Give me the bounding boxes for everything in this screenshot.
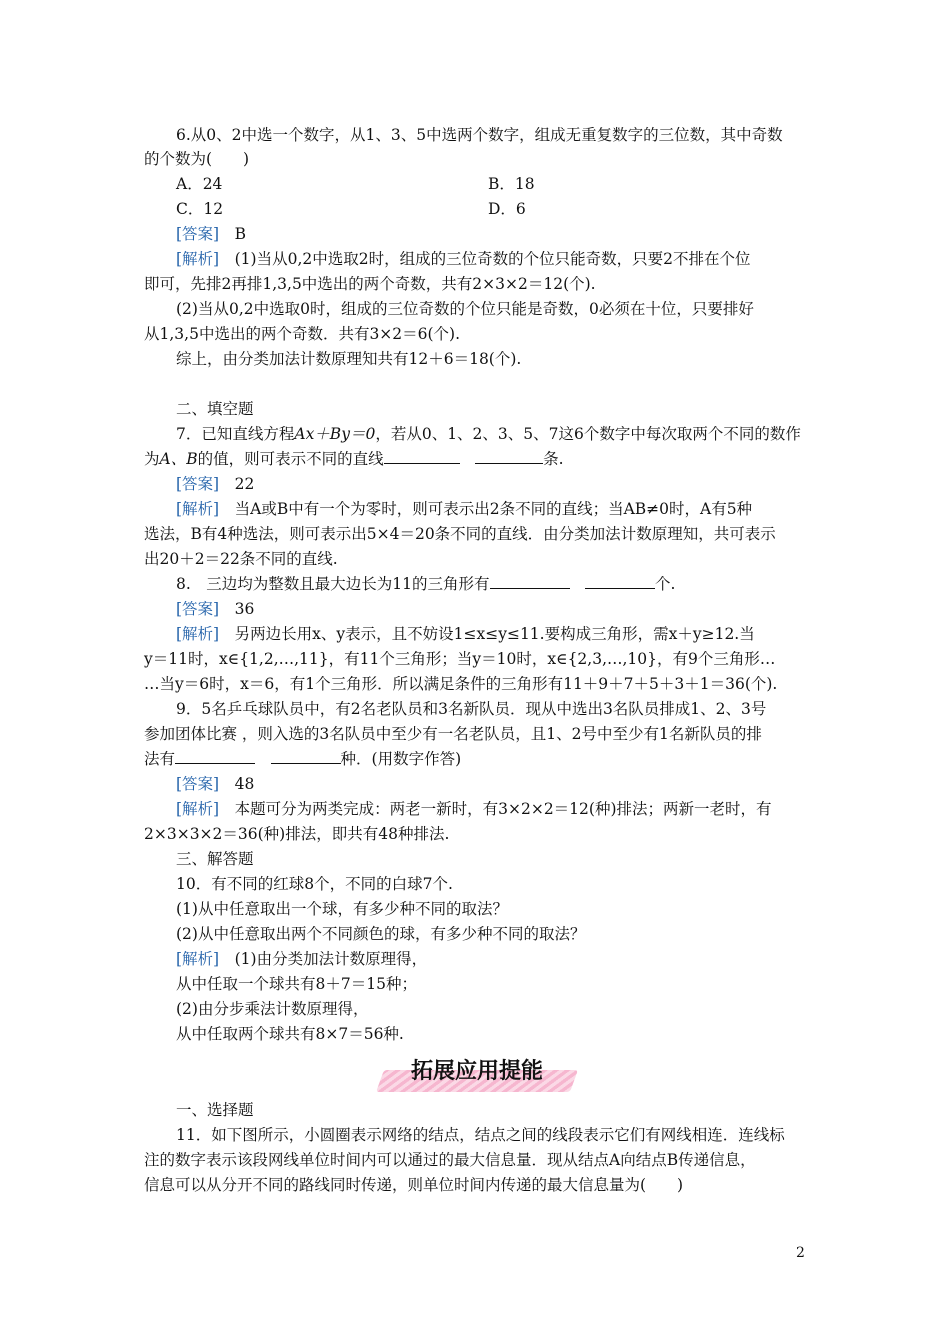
analysis-tag: [解析]: [176, 500, 220, 518]
q7-stem-line2: [144, 447, 812, 471]
answer-tag: [答案]: [176, 600, 220, 618]
q6-answer: [176, 222, 844, 246]
analysis-text: 本题可分为两类完成：两老一新时，有3×2×2＝12(种)排法；两新一老时，有: [234, 800, 772, 818]
q10-analysis-line2: 从中任取一个球共有8＋7＝15种；: [176, 975, 417, 993]
q10-analysis-line3: (2)由分步乘法计数原理得，: [176, 1000, 369, 1018]
q6-analysis-line2: 即可，先排2再排1,3,5中选出的两个奇数，共有2×3×2＝12(个).: [144, 275, 596, 293]
q7-analysis-line1: [176, 497, 844, 521]
q9-answer: [176, 772, 844, 796]
section-heading-solutions: 三、解答题: [176, 850, 254, 868]
q9-text: 法有: [144, 750, 176, 768]
answer-blank: [490, 574, 570, 589]
q7-text: ，若从0、1、2、3、5、7这6个数字中每次取两个不同的数作: [375, 425, 801, 443]
page-number: 2: [796, 1245, 805, 1261]
answer-value: B: [234, 225, 247, 243]
q10-analysis-line4: 从中任取两个球共有8×7＝56种.: [176, 1025, 404, 1043]
answer-tag: [答案]: [176, 775, 220, 793]
q10-part1: (1)从中任意取出一个球，有多少种不同的取法？: [176, 900, 508, 918]
q6-option-c: C．12: [176, 200, 224, 218]
q6-option-d: D．6: [488, 200, 526, 218]
q6-analysis-line4: 从1,3,5中选出的两个奇数．共有3×2＝6(个).: [144, 325, 461, 343]
q9-stem-line1: 9．5名乒乓球队员中，有2名老队员和3名新队员．现从中选出3名队员排成1、2、3号: [176, 700, 767, 718]
q7-variables: A、B: [159, 450, 198, 468]
analysis-text: 当A或B中有一个为零时，则可表示出2条不同的直线；当AB≠0时，A有5种: [234, 500, 753, 518]
analysis-text: (1)由分类加法计数原理得，: [234, 950, 428, 968]
section-heading-fill-blank: 二、填空题: [176, 400, 254, 418]
q6-stem-line2: 的个数为( ): [144, 150, 250, 168]
answer-blank: [585, 574, 655, 589]
q8-text: 8. 三边均为整数且最大边长为11的三角形有: [176, 575, 490, 593]
q9-stem-line3: [144, 747, 812, 771]
q9-analysis-line1: [176, 797, 844, 821]
q6-analysis-line1: [176, 247, 844, 271]
q6-stem-line1: 6.从0、2中选一个数字，从1、3、5中选两个数字，组成无重复数字的三位数，其中奇数: [176, 126, 783, 144]
q9-analysis-line2: 2×3×3×2＝36(种)排法，即共有48种排法.: [144, 825, 450, 843]
q8-analysis-line1: [176, 622, 844, 646]
q6-option-a: A．24: [176, 175, 223, 193]
q9-stem-line2: 参加团体比赛 ，则入选的3名队员中至少有一名老队员，且1、2号中至少有1名新队员的排: [144, 725, 762, 743]
analysis-tag: [解析]: [176, 625, 220, 643]
q8-analysis-line2: y＝11时，x∈{1,2,…,11}，有11个三角形；当y＝10时，x∈{2,3,…,10}，有9个三角形…: [144, 650, 776, 668]
analysis-text: 另两边长用x、y表示，且不妨设1≤x≤y≤11.要构成三角形，需x＋y≥12.当: [234, 625, 755, 643]
analysis-text: (1)当从0,2中选取2时，组成的三位奇数的个位只能奇数，只要2不排在个位: [234, 250, 751, 268]
analysis-tag: [解析]: [176, 800, 220, 818]
q8-text: 个.: [655, 575, 676, 593]
q10-stem: 10．有不同的红球8个，不同的白球7个.: [176, 875, 453, 893]
answer-tag: [答案]: [176, 475, 220, 493]
answer-blank: [271, 749, 341, 764]
q8-answer: [176, 597, 844, 621]
q7-stem-line1: [176, 422, 844, 446]
answer-blank: [175, 749, 255, 764]
q7-text: 条.: [543, 450, 564, 468]
q11-stem-line1: 11．如下图所示，小圆圈表示网络的结点，结点之间的线段表示它们有网线相连．连线标: [176, 1126, 785, 1144]
q7-equation: Ax＋By＝0: [294, 425, 376, 443]
q7-text: 为: [144, 450, 160, 468]
answer-tag: [答案]: [176, 225, 220, 243]
q7-text: 7．已知直线方程: [176, 425, 295, 443]
q7-answer: [176, 472, 844, 496]
q10-part2: (2)从中任意取出两个不同颜色的球，有多少种不同的取法？: [176, 925, 586, 943]
q6-analysis-line3: (2)当从0,2中选取0时，组成的三位奇数的个位只能是奇数，0必须在十位，只要排好: [176, 300, 754, 318]
q7-text: 的值，则可表示不同的直线: [197, 450, 384, 468]
q7-analysis-line2: 选法，B有4种选法，则可表示出5×4＝20条不同的直线．由分类加法计数原理知，共可表示: [144, 525, 776, 543]
section-banner: [380, 1052, 574, 1092]
analysis-tag: [解析]: [176, 250, 220, 268]
banner-title: 拓展应用提能: [410, 1059, 543, 1084]
q6-analysis-line5: 综上，由分类加法计数原理知共有12＋6＝18(个).: [176, 350, 522, 368]
q11-stem-line3: 信息可以从分开不同的路线同时传递，则单位时间内传递的最大信息量为( ): [144, 1176, 684, 1194]
analysis-tag: [解析]: [176, 950, 220, 968]
section-heading-multiple-choice: 一、选择题: [176, 1101, 254, 1119]
q6-option-b: B．18: [488, 175, 535, 193]
answer-value: 48: [234, 775, 255, 793]
q10-analysis-line1: [176, 947, 844, 971]
answer-blank: [475, 449, 543, 464]
q7-analysis-line3: 出20＋2＝22条不同的直线.: [144, 550, 338, 568]
q8-analysis-line3: …当y＝6时，x＝6，有1个三角形．所以满足条件的三角形有11＋9＋7＋5＋3＋1＝36(个).: [144, 675, 778, 693]
answer-blank: [384, 449, 460, 464]
answer-value: 36: [234, 600, 255, 618]
q11-stem-line2: 注的数字表示该段网线单位时间内可以通过的最大信息量．现从结点A向结点B传递信息，: [144, 1151, 756, 1169]
answer-value: 22: [234, 475, 255, 493]
q8-stem: [176, 572, 844, 596]
q9-text: 种．(用数字作答): [340, 750, 462, 768]
